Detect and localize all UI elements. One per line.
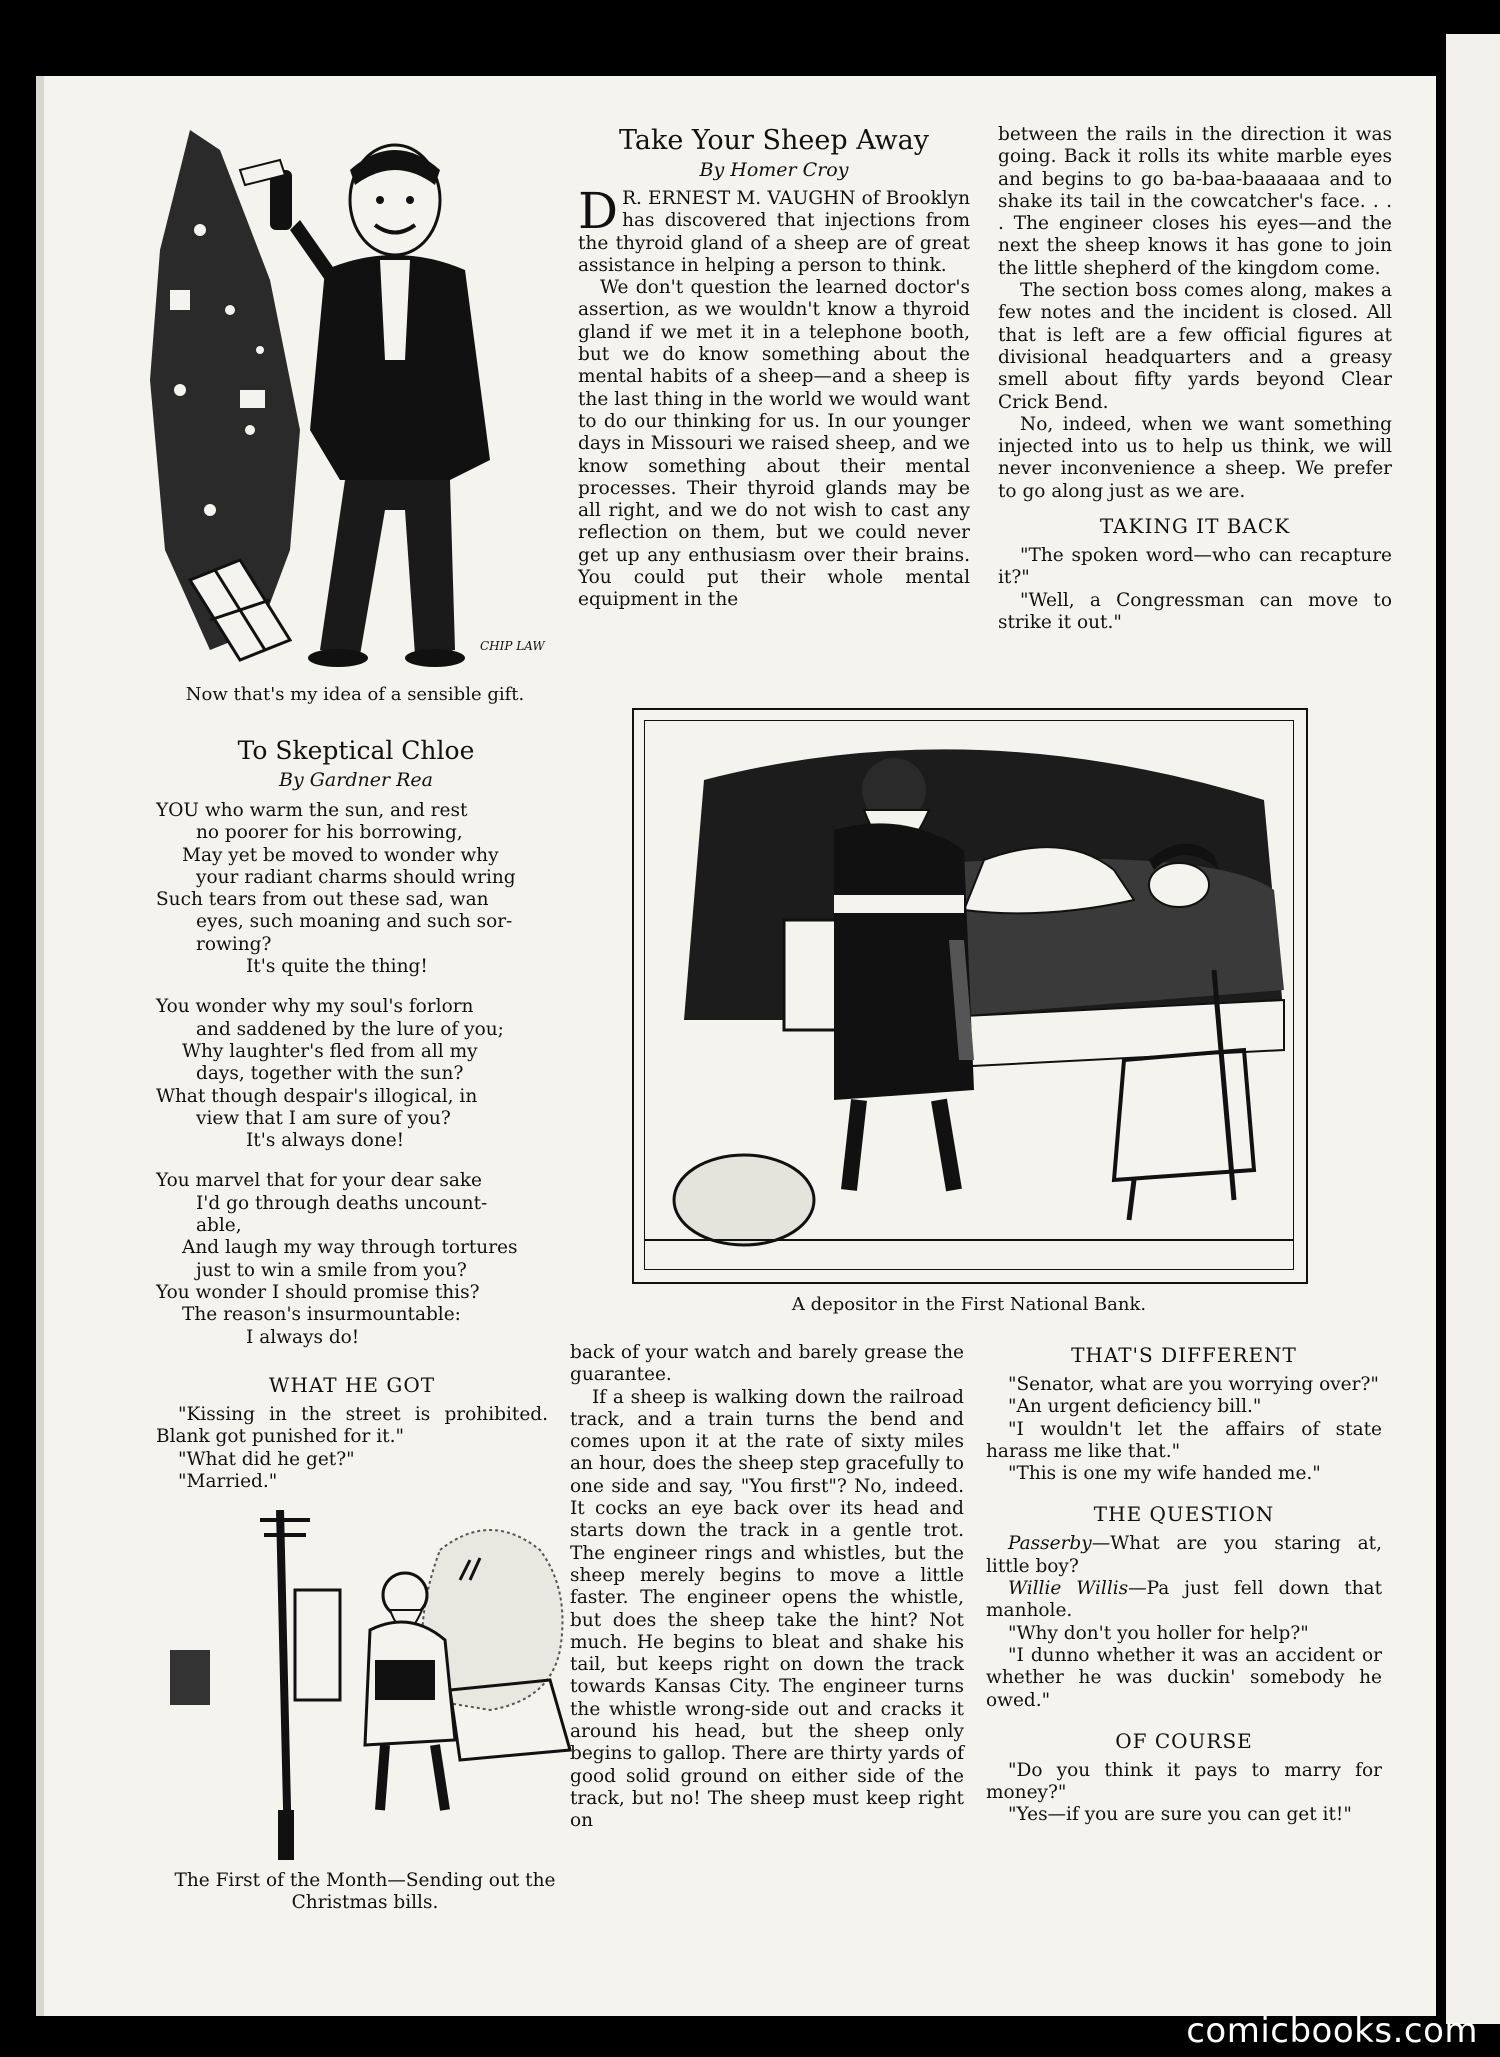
sheep-article	[578, 124, 970, 612]
poem-chloe	[156, 734, 556, 1349]
poem-line: I'd go through deaths uncount-	[196, 1192, 488, 1214]
article-paragraph: back of your watch and barely grease the guarantee.	[570, 1342, 964, 1386]
gutter	[1436, 34, 1446, 2024]
joke-line: "Married."	[178, 1470, 278, 1492]
joke-line: "Well, a Congressman can move to strike it out."	[998, 589, 1392, 633]
article-title: Take Your Sheep Away	[619, 125, 929, 156]
cartoon-man-with-bottle	[150, 130, 550, 675]
poem-line: It's always done!	[246, 1130, 405, 1152]
poem-line: no poorer for his borrowing,	[196, 822, 463, 844]
joke-line: Passerby—What are you staring at, little boy?	[986, 1533, 1382, 1577]
poem-line: Why laughter's fled from all my	[182, 1040, 478, 1062]
joke-line: "Yes—if you are sure you can get it!"	[1008, 1804, 1352, 1826]
section-heading: THE QUESTION	[1093, 1502, 1275, 1527]
article-paragraph: No, indeed, when we want something injected into us to help us think, we will never inconvenience a sheep. We prefer to go along just as we are.	[998, 413, 1392, 502]
cartoon-santa-bills	[160, 1510, 580, 1870]
artist-signature: CHIP LAW	[480, 639, 545, 653]
poem-line: It's quite the thing!	[246, 956, 428, 978]
joke-line: "Do you think it pays to marry for money?"	[986, 1759, 1382, 1804]
poem-line: rowing?	[196, 933, 272, 955]
article-byline: By Homer Croy	[699, 159, 849, 181]
poem-line: view that I am sure of you?	[196, 1107, 451, 1129]
joke-line: "I dunno whether it was an accident or whether he was duckin' somebody he owed."	[986, 1644, 1382, 1711]
article-paragraph: We don't question the learned doctor's assertion, as we wouldn't know a thyroid gland if we met it in a telephone booth, but we do know something about the mental habits of a sheep—and a sheep is the last thing in the world we would want to do our thinking for us. In our younger days in Missouri we raised sheep, and we know something about their mental processes. Their thyroid glands may be all right, and we do not wish to cast any reflection on them, but we could never get up any enthusiasm over their brains. You could put their whole mental equipment in the	[578, 277, 970, 611]
poem-line: eyes, such moaning and such sor-	[196, 911, 513, 933]
poem-byline: By Gardner Rea	[279, 769, 433, 791]
sheep-article-continued	[998, 124, 1392, 634]
caption-gift: Now that's my idea of a sensible gift.	[185, 684, 525, 705]
jokes-column	[986, 1342, 1382, 1827]
poem-title: To Skeptical Chloe	[237, 736, 475, 765]
poem-line: You marvel that for your dear sake	[156, 1170, 483, 1192]
joke-line: "The spoken word—who can recapture it?"	[998, 545, 1392, 589]
caption-bills: The First of the Month—Sending out the Christmas bills.	[174, 1870, 556, 1913]
poem-line: able,	[196, 1215, 242, 1237]
caption-depositor: A depositor in the First National Bank.	[791, 1294, 1147, 1315]
poem-line: And laugh my way through tortures	[182, 1237, 518, 1259]
poem-line: your radiant charms should wring	[196, 866, 516, 888]
sheep-article-lower	[570, 1342, 964, 1833]
joke-line: "Kissing in the street is prohibited. Blank got punished for it."	[156, 1404, 548, 1448]
article-paragraph: D R. ERNEST M. VAUGHN of Brooklyn has discovered that injections from the thyroid gland of a sheep are of great assistance in helping a person to think.	[578, 182, 970, 276]
poem-line: May yet be moved to wonder why	[182, 844, 499, 866]
joke-line: "What did he get?"	[178, 1448, 355, 1470]
article-paragraph: If a sheep is walking down the railroad track, and a train turns the bend and comes upon it at the rate of sixty miles an hour, does the sheep step gracefully to one side and say, "You first"? No, indeed. It cocks an eye back over its head and starts down the track in a gentle trot. The engineer rings and whistles, but the sheep merely begins to move a little faster. The engineer opens the whistle, but does the sheep take the hint? Not much. He begins to bleat and shake his tail, but keeps right on down the track towards Kansas City. The engineer turns the whistle wrong-side out and cracks it around his head, but the sheep only begins to gallop. There are thirty yards of good solid ground on either side of the track, but no! The sheep must keep right on	[570, 1386, 964, 1832]
joke-line: "Why don't you holler for help?"	[1008, 1622, 1309, 1644]
poem-line: You wonder I should promise this?	[156, 1281, 480, 1303]
poem-line: Such tears from out these sad, wan	[156, 889, 489, 911]
poem-line: I always do!	[246, 1326, 360, 1348]
article-paragraph: The section boss comes along, makes a few notes and the incident is closed. All that is left are a few official figures at divisional headquarters and a greasy smell about fifty yards beyond Clear Crick Bend.	[998, 280, 1392, 413]
joke-line: "An urgent deficiency bill."	[1008, 1396, 1262, 1418]
joke-line: Willie Willis—Pa just fell down that manhole.	[986, 1578, 1383, 1622]
joke-line: "This is one my wife handed me."	[1008, 1463, 1321, 1485]
joke-line: "I wouldn't let the affairs of state harass me like that."	[986, 1418, 1382, 1462]
section-heading: OF COURSE	[1115, 1728, 1253, 1753]
section-heading: WHAT HE GOT	[268, 1373, 436, 1397]
poem-line: and saddened by the lure of you;	[196, 1018, 504, 1040]
poem-line: What though despair's illogical, in	[156, 1085, 478, 1107]
cartoon-santa-bedroom	[644, 720, 1294, 1270]
article-paragraph: between the rails in the direction it was going. Back it rolls its white marble eyes and begins to go ba-baa-baaaaaa and to shake its tail in the cowcatcher's face. . . . The engineer closes his eyes—and the next the sheep knows it has gone to join the little shepherd of the kingdom come.	[998, 124, 1392, 279]
page-edge	[36, 76, 44, 2016]
next-page-edge	[1446, 34, 1500, 2024]
poem-line: just to win a smile from you?	[196, 1259, 467, 1281]
watermark: comicbooks.com	[1186, 2011, 1478, 2051]
joke-line: "Senator, what are you worrying over?"	[1008, 1374, 1379, 1395]
what-he-got	[156, 1372, 548, 1493]
section-heading: TAKING IT BACK	[1099, 514, 1291, 539]
poem-line: days, together with the sun?	[196, 1063, 464, 1085]
drop-cap: D	[578, 182, 619, 240]
poem-line: You wonder why my soul's forlorn	[156, 996, 474, 1018]
poem-line: The reason's insurmountable:	[182, 1304, 461, 1326]
section-heading: THAT'S DIFFERENT	[1071, 1343, 1297, 1367]
poem-line: YOU who warm the sun, and rest	[156, 800, 468, 821]
